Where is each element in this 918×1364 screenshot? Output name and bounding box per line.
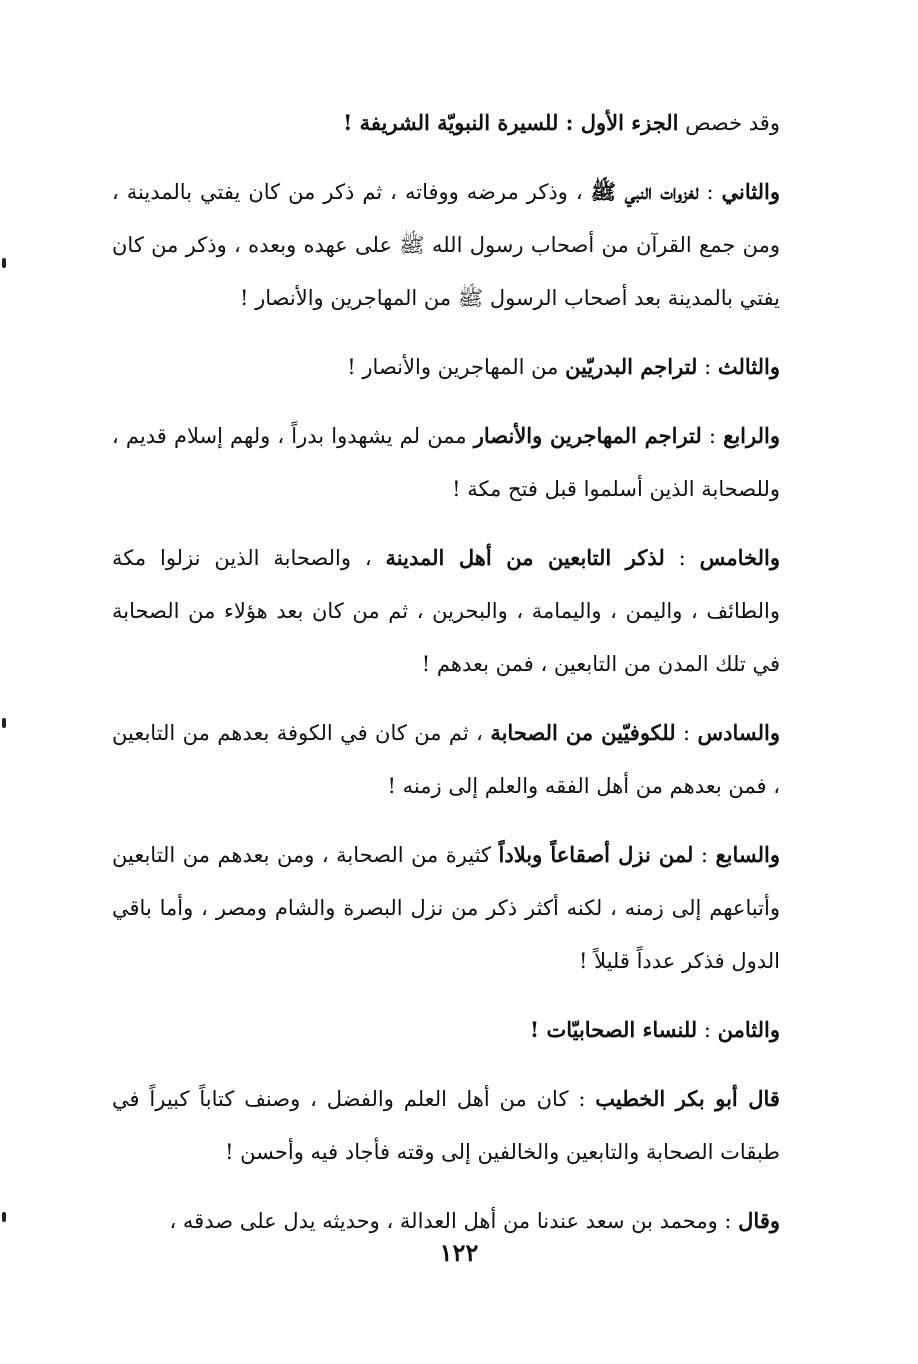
colon-separator: : [701, 424, 724, 448]
paragraph-tail: ، ثم من كان في الكوفة بعدهم من التابعين ، فمن بعدهم من أهل الفقه والعلم إلى زمنه ! [112, 721, 780, 798]
paragraph-tail: من المهاجرين والأنصار ! [347, 355, 559, 379]
colon-separator: : [568, 1087, 596, 1111]
paragraph-lead: قال أبو بكر الخطيب [595, 1086, 780, 1111]
paragraph-8 [112, 1003, 814, 1057]
paragraph-lead: والرابع [723, 423, 780, 448]
margin-mark [2, 1212, 6, 1222]
paragraph-lead: والثاني [721, 179, 780, 204]
paragraph-bold: لذكر التابعين من أهل المدينة [385, 545, 665, 570]
paragraph-bold: للكوفيّين من الصحابة [490, 720, 676, 745]
colon-separator: : [697, 355, 718, 379]
paragraph-tail: كثيرة من الصحابة ، ومن بعدهم من التابعين وأتباعهم إلى زمنه ، لكنه أكثر ذكر من نزل البصرة والشام ومصر ، وأما باقي الدول فذكر عدداً قليلاً ! [112, 843, 780, 973]
colon-separator: : [717, 1209, 739, 1233]
paragraph-body: وقد خصص [678, 111, 780, 135]
paragraph-2 [112, 165, 814, 325]
page-number: ١٢٢ [439, 1238, 479, 1267]
paragraph-lead: وقال [738, 1208, 780, 1233]
paragraph-lead: والخامس [699, 545, 780, 570]
paragraph-bold: الجزء الأول : للسيرة النبويّة الشريفة ! [343, 110, 679, 135]
paragraph-tail: ، وذكر مرضه ووفاته ، ثم ذكر من كان يفتي بالمدينة ، ومن جمع القرآن من أصحاب رسول الله ﷺ على عهده وبعده ، وذكر من كان يفتي بالمدينة بعد أصحاب الرسول ﷺ من المهاجرين والأنصار ! [112, 180, 780, 310]
colon-separator: : [697, 1018, 718, 1042]
colon-separator: : [675, 721, 698, 745]
paragraph-lead: والثالث [717, 354, 780, 379]
paragraph-bold: لتراجم المهاجرين والأنصار [473, 423, 702, 448]
paragraph-9 [112, 1072, 814, 1179]
paragraph-lead: والسادس [697, 720, 780, 745]
paragraph-1 [112, 96, 814, 150]
paragraph-3 [112, 340, 814, 394]
paragraph-lead: والسابع [715, 842, 780, 867]
colon-separator: : [698, 180, 722, 204]
paragraph-tail: كان من أهل العلم والفضل ، وصنف كتاباً كبيراً في طبقات الصحابة والتابعين والخالفين إلى وقته فأجاد فيه وأحسن ! [112, 1087, 780, 1164]
paragraph-bold: لمن نزل أصقاعاً وبلاداً [498, 842, 694, 867]
paragraph-7 [112, 828, 814, 988]
paragraph-tail: ، والصحابة الذين نزلوا مكة والطائف ، واليمن ، واليمامة ، والبحرين ، ثم من كان بعد هؤلاء من الصحابة في تلك المدن من التابعين ، فمن بعدهم ! [112, 546, 780, 676]
paragraph-5 [112, 531, 814, 691]
paragraph-lead: والثامن [717, 1017, 780, 1042]
colon-separator: : [664, 546, 700, 570]
paragraph-tail: ومحمد بن سعد عندنا من أهل العدالة ، وحديثه يدل على صدقه ، [169, 1209, 718, 1233]
margin-mark [2, 718, 6, 728]
paragraph-4 [112, 409, 814, 516]
paragraph-bold: لغزوات النبي ﷺ [590, 179, 699, 204]
paragraph-bold: للنساء الصحابيّات ! [529, 1017, 698, 1042]
margin-mark [2, 258, 6, 268]
paragraph-6 [112, 706, 814, 813]
colon-separator: : [693, 843, 716, 867]
paragraph-tail: ممن لم يشهدوا بدراً ، ولهم إسلام قديم ، وللصحابة الذين أسلموا قبل فتح مكة ! [112, 424, 780, 501]
paragraph-bold: لتراجم البدريّين [565, 354, 698, 379]
body-text [112, 96, 814, 1263]
